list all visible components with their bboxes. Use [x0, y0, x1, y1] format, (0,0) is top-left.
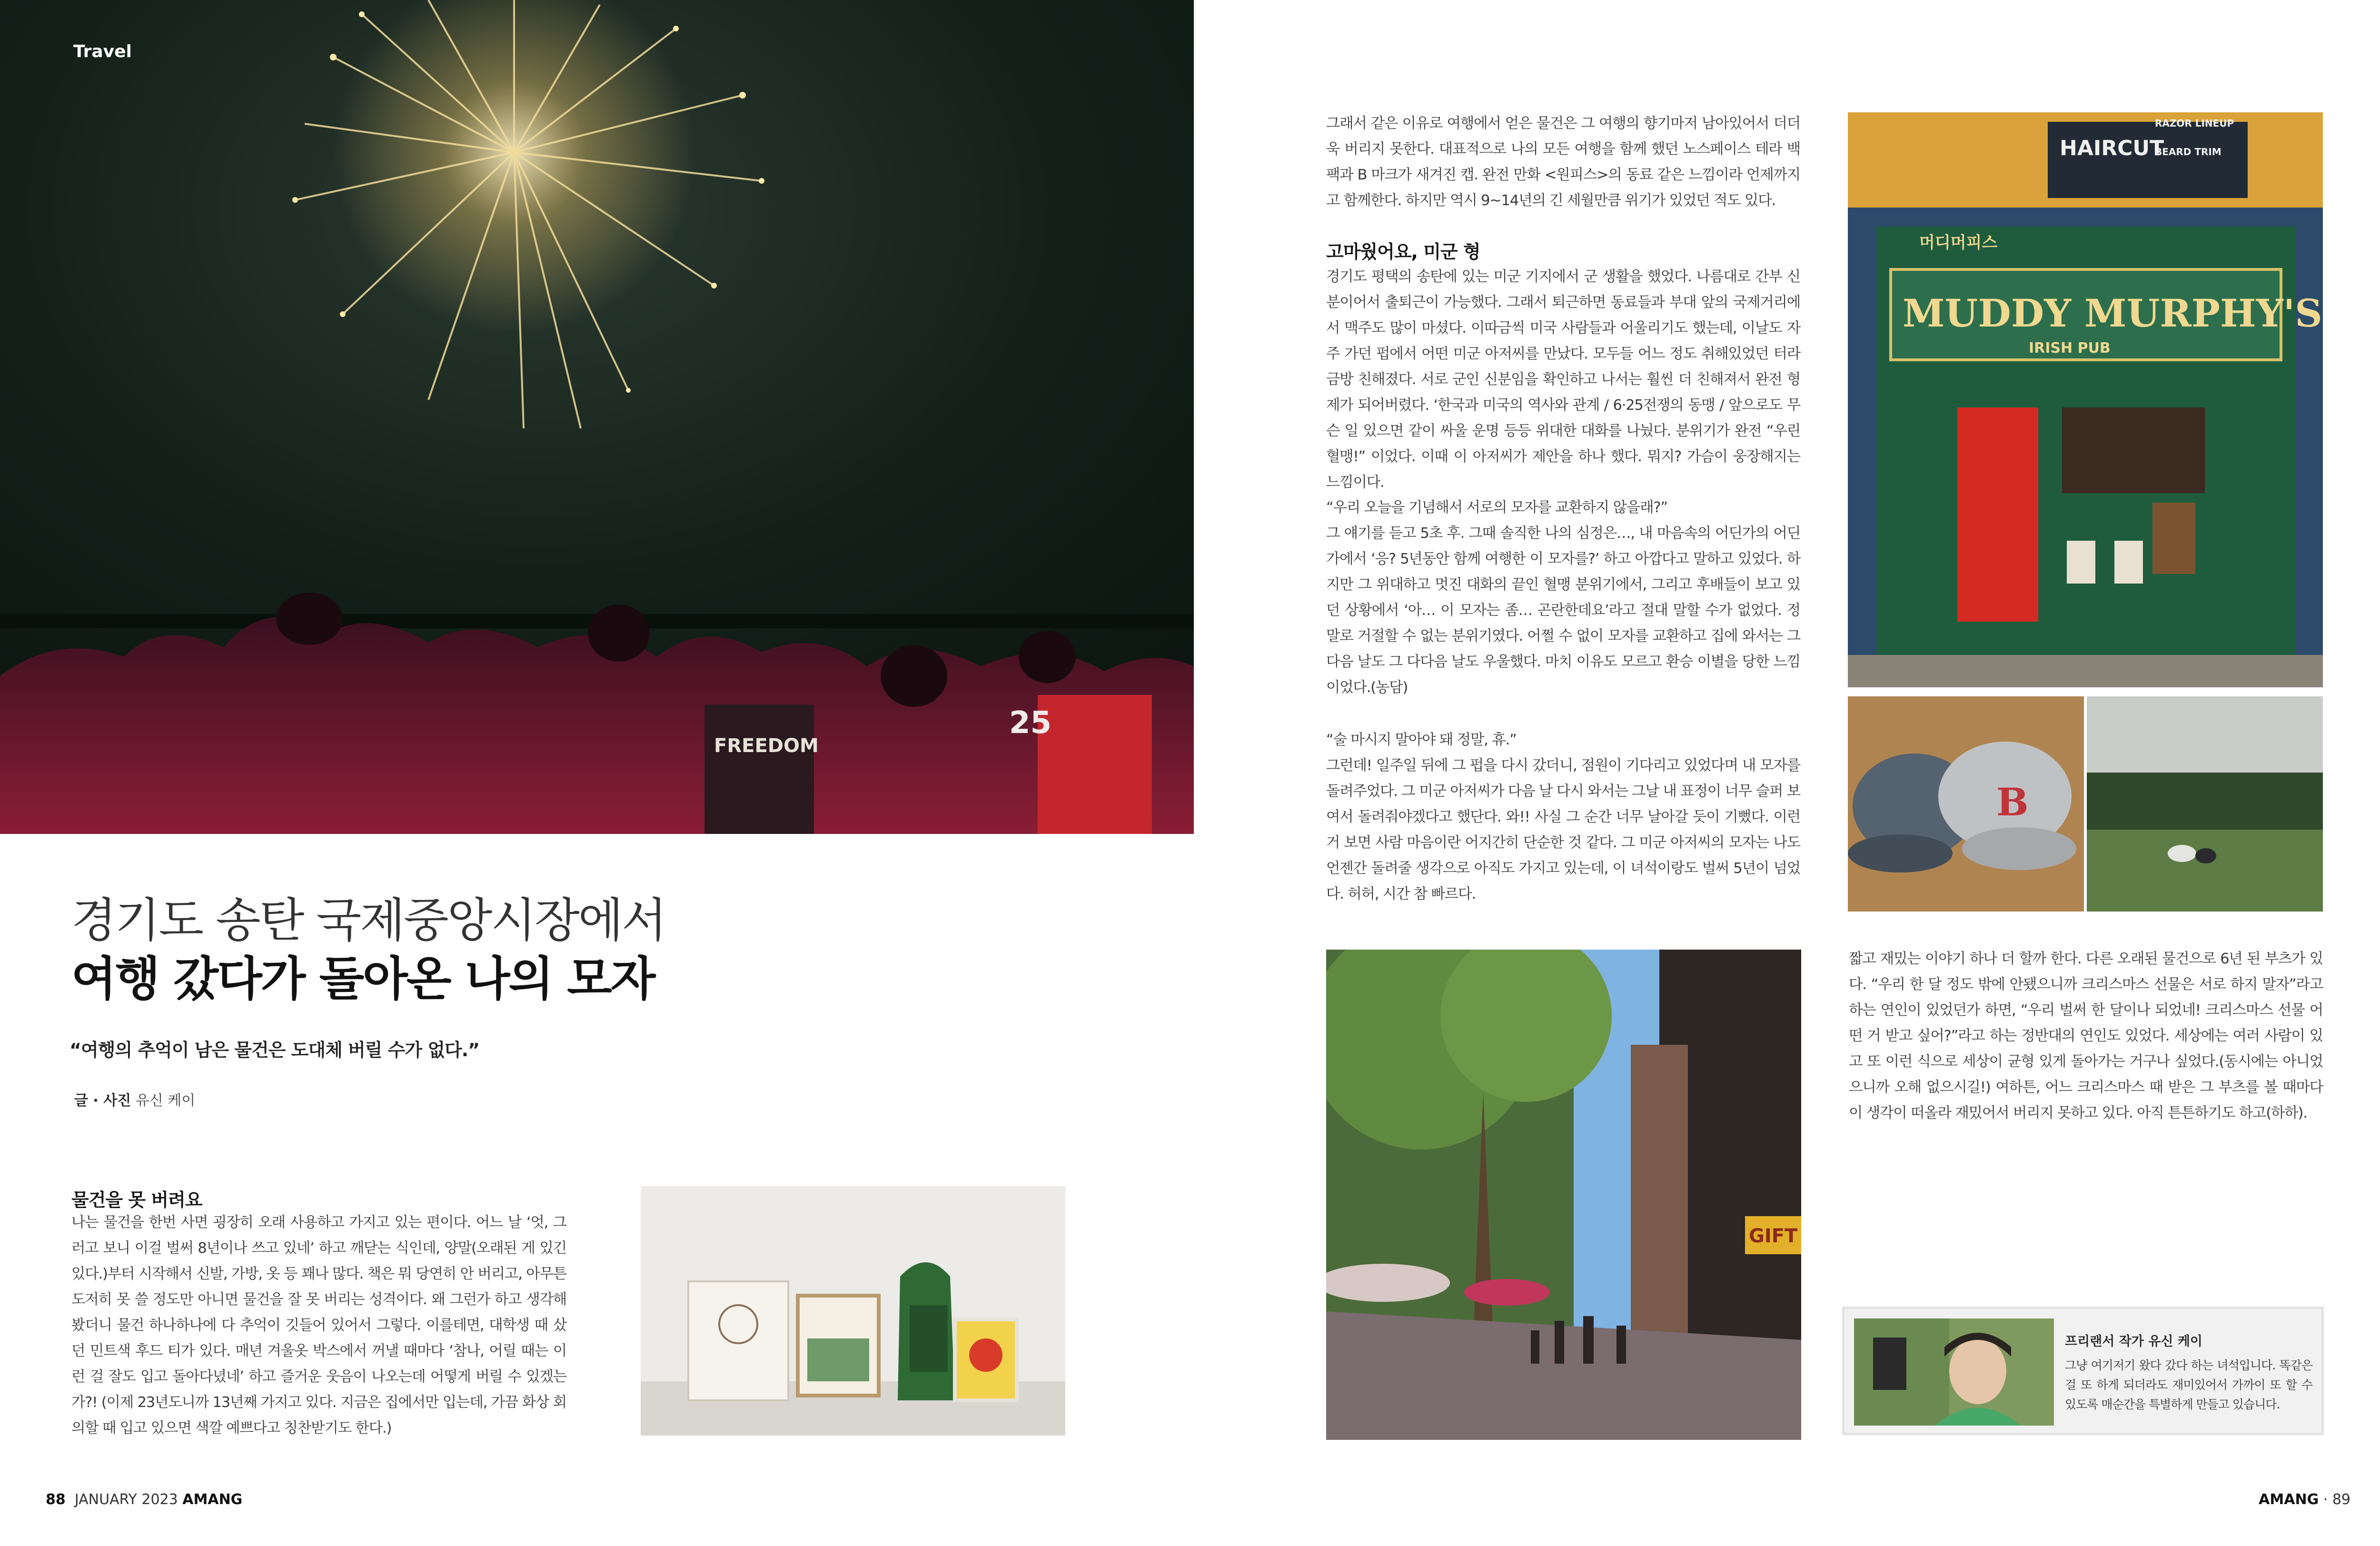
byline — [74, 1089, 195, 1110]
fireworks-crowd-photo — [0, 0, 1194, 834]
street-sign-text: GIFT — [1749, 1225, 1798, 1247]
left-footer — [46, 1491, 242, 1508]
section-label: Travel — [73, 42, 132, 61]
pub-name-sign: MUDDY MURPHY'S — [1903, 291, 2322, 336]
profile-text: 그냥 여기저기 왔다 갔다 하는 녀석입니다. 똑같은 걸 또 하게 되더라도 재미있어서 가까이 또 할 수 있도록 매순간을 특별하게 만들고 있습니다. — [2065, 1358, 2312, 1411]
lead-quote: “여행의 추억이 남은 물건은 도대체 버릴 수가 없다.” — [69, 1040, 480, 1060]
section2-para1: 경기도 평택의 송탄에 있는 미군 기지에서 군 생활을 했었다. 나름대로 간부 신분이어서 출퇴근이 가능했다. 그래서 퇴근하면 동료들과 부대 앞의 국제거리에서 맥주도 많이 마셨다. 이따금씩 미국 사람들과 어울리기도 했는데, 이날도 자주 가던 펍에서 어떤 미군 아저씨를 만났다. 모두들 어느 정도 취해있었던 터라 금방 친해졌다. 서로 군인 신분임을 확인하고 나서는 훨씬 더 친해져서 완전 형제가 되어버렸다. ‘한국과 미국의 역사와 관계 / 6·25전쟁의 동맹 / 앞으로도 무슨 일 있으면 같이 싸울 운명 등등 위대한 대화를 나눴다. 분위기가 완전 “우린 혈맹!” 이었다. 이때 이 아저씨가 제안을 하나 했다. 뭐지? 가슴이 웅장해지는 느낌이다. — [1326, 268, 1800, 491]
left-magazine-name: AMANG — [182, 1491, 243, 1508]
songtan-street-photo — [1326, 950, 1801, 1440]
section3-body: 짧고 재밌는 이야기 하나 더 할까 한다. 다른 오래된 물건으로 6년 된 부츠가 있다. “우리 한 달 정도 밖에 안됐으니까 크리스마스 선물은 서로 하지 말자”라고 하는 연인이 있었던가 하면, “우리 벌써 한 달이나 되었네! 크리스마스 선물 어떤 거 받고 싶어?”라고 하는 정반대의 연인도 있었다. 세상에는 여러 사람이 있고 또 이런 식으로 세상이 균형 있게 돌아가는 거구나 싶었다.(동시에는 아니었으니까 오해 없으시길!) 여하튼, 어느 크리스마스 때 받은 그 부츠를 볼 때마다 이 생각이 떠올라 재밌어서 버리지 못하고 있다. 아직 튼튼하기도 하고(하하). — [1849, 951, 2323, 1121]
beard-sign-text: BEARD TRIM — [2155, 146, 2221, 158]
right-magazine-name: AMANG — [2259, 1491, 2319, 1508]
article-title-line1: 경기도 송탄 국제중앙시장에서 — [71, 893, 665, 948]
muddy-murphys-pub-photo — [1848, 112, 2323, 687]
section2-heading: 고마웠어요, 미군 형 — [1326, 241, 1480, 262]
byline-author: 유신 케이 — [135, 1092, 196, 1109]
crowd-jersey-number: 25 — [1009, 705, 1052, 741]
backpack-and-frames-photo — [641, 1186, 1065, 1436]
byline-label: 글 · 사진 — [74, 1092, 131, 1109]
crowd-shirt-text: FREEDOM — [714, 735, 819, 757]
pub-sub-sign: IRISH PUB — [2029, 340, 2111, 357]
left-page-number: 88 — [46, 1491, 66, 1508]
right-page-number: 89 — [2332, 1491, 2350, 1508]
article-title-line2: 여행 갔다가 돌아온 나의 모자 — [71, 952, 654, 1006]
section2-para3: “술 마시지 말아야 돼 정말, 휴.” 그런데! 일주일 뒤에 그 펍을 다시 갔더니, 점원이 기다리고 있었다며 내 모자를 돌려주었다. 그 미군 아저씨가 다음 날 다시 와서는 그날 내 표정이 너무 슬퍼 보여서 돌려줘야겠다고 했단다. 와!! 사실 그 순간 너무 날아갈 듯이 기뻤다. 이런 거 보면 사람 마음이란 어지간히 단순한 것 같다. 그 미군 아저씨의 모자는 나도 언젠간 돌려줄 생각으로 아직도 가지고 있는데, 이 녀석이랑도 벌써 5년이 넘었다. 허허, 시간 참 빠르다. — [1326, 732, 1800, 902]
section2-para2: “우리 오늘을 기념해서 서로의 모자를 교환하지 않을래?” 그 얘기를 듣고 5초 후. 그때 솔직한 나의 심정은…, 내 마음속의 어딘가의 어딘가에서 ‘응? 5년동안 함께 여행한 이 모자를?’ 하고 아깝다고 말하고 있었다. 하지만 그 위대하고 멋진 대화의 끝인 혈맹 분위기에서, 그리고 후배들이 보고 있던 상황에서 ‘아… 이 모자는 좀… 곤란한데요’라고 절대 말할 수가 없었다. 정말로 거절할 수 없는 분위기였다. 어쩔 수 없이 모자를 교환하고 집에 와서는 그다음 날도 그 다다음 날도 우울했다. 마치 이유도 모르고 환승 이별을 당한 느낌이었다.(농담) — [1326, 499, 1800, 696]
haircut-sign-text: HAIRCUT — [2060, 136, 2164, 160]
razor-sign-text: RAZOR LINEUP — [2155, 118, 2234, 129]
section1-body: 나는 물건을 한번 사면 굉장히 오래 사용하고 가지고 있는 편이다. 어느 날 ‘엇, 그러고 보니 이걸 벌써 8년이나 쓰고 있네’ 하고 깨닫는 식인데, 양말(오래된 게 있긴 있다.)부터 시작해서 신발, 가방, 옷 등 꽤나 많다. 책은 뭐 당연히 안 버리고, 아무튼 도저히 못 쓸 정도만 아니면 물건을 잘 못 버리는 성격이다. 왜 그런가 하고 생각해 봤더니 물건 하나하나에 다 추억이 깃들어 있어서 그렇다. 이를테면, 대학생 때 샀던 민트색 후드 티가 있다. 매년 겨울옷 박스에서 꺼낼 때마다 ‘참나, 어릴 때는 이런 걸 잘도 입고 돌아다녔네’ 하고 즐거운 웃음이 나오는데 어떻게 버릴 수 있겠는가?! (이제 23년도니까 13년째 가지고 있다. 지금은 집에서만 입는데, 가끔 화상 회의할 때 입고 있으면 색깔 예쁘다고 칭찬받기도 한다.) — [71, 1214, 566, 1437]
baseball-caps-photo — [1848, 696, 2084, 912]
left-issue: JANUARY 2023 — [74, 1491, 178, 1508]
author-avatar-photo — [1854, 1318, 2054, 1426]
section1-heading: 물건을 못 버려요 — [71, 1189, 202, 1210]
park-picnic-photo — [2087, 696, 2323, 912]
cap-letter: B — [1996, 780, 2029, 824]
profile-title: 프리랜서 작가 유신 케이 — [2065, 1334, 2203, 1349]
section2-intro: 그래서 같은 이유로 여행에서 얻은 물건은 그 여행의 향기마저 남아있어서 더더욱 버리지 못한다. 대표적으로 나의 모든 여행을 함께 했던 노스페이스 테라 백팩과 B 마크가 새겨진 캡. 완전 만화 <원피스>의 동료 같은 느낌이라 언제까지고 함께한다. 하지만 역시 9~14년의 긴 세월만큼 위기가 있었던 적도 있다. — [1326, 115, 1800, 209]
pub-top-sign: 머디머피스 — [1919, 233, 1998, 252]
right-footer: AMANG · 89 — [2259, 1491, 2350, 1508]
